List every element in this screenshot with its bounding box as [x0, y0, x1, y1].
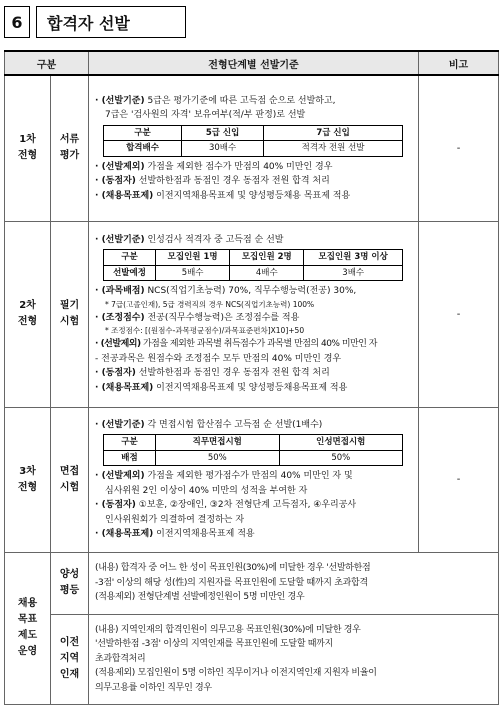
- stage4-gender-method-line2: 평등: [59, 585, 80, 596]
- stage1-row: [5, 75, 499, 221]
- stage2-th-2: 모집인원 2명: [230, 250, 304, 266]
- stage4-regional-content: [89, 614, 499, 704]
- stage3-td-1: 50%: [156, 450, 280, 466]
- section-title: [4, 6, 186, 38]
- stage3-exclusion-cont: 심사위원 2인 이상이 40% 미만의 성적을 부여한 자: [105, 485, 308, 496]
- stage3-basis-text: 각 면접시험 합산점수 고득점 순 선발(1배수): [144, 419, 323, 430]
- stage1-tie: [95, 174, 412, 189]
- stage4-row-gender: [5, 552, 499, 614]
- header-note: 비고: [419, 51, 499, 75]
- stage2-row: [5, 221, 499, 407]
- stage3-exclusion-text: 가점을 제외한 평가점수가 만점의 40% 미만인 자 및: [144, 471, 353, 481]
- stage1-label-line1: 1차: [19, 134, 36, 146]
- stage2-inner-table: [103, 249, 403, 281]
- stage2-td-2: 4배수: [230, 265, 304, 281]
- stage4-gender-content: [89, 552, 499, 614]
- stage1-inner-table: [103, 125, 403, 157]
- stage2-label: [5, 221, 51, 407]
- stage2-td-3: 3배수: [304, 265, 403, 281]
- stage3-tie-cont: 인사위원회가 의결하여 결정하는 자: [105, 514, 245, 525]
- stage2-criteria: [89, 221, 419, 407]
- stage3-target: [95, 527, 412, 542]
- stage1-td-0: 합격배수: [104, 141, 182, 157]
- stage3-th-1: 직무면접시험: [156, 435, 280, 451]
- stage1-label: [5, 75, 51, 221]
- stage2-exclusion-text: 가점을 제외한 과목별 취득점수가 과목별 만점의 40% 미만인 자: [140, 339, 377, 350]
- stage1-method: [51, 75, 89, 221]
- stage2-td-1: 5배수: [156, 265, 230, 281]
- stage4-regional-line5: 의무고용률 이하인 직무인 경우: [95, 682, 212, 693]
- stage3-th-0: 구분: [104, 435, 156, 451]
- stage1-target-text: 이전지역채용목표제 및 양성평등채용 목표제 적용: [153, 190, 351, 201]
- stage2-label-line2: 전형: [17, 316, 38, 327]
- stage1-tie-label: · (동점자): [95, 176, 136, 186]
- stage2-method-line2: 시험: [59, 316, 80, 327]
- stage1-method-line1: 서류: [59, 134, 80, 146]
- stage4-row-regional: [5, 614, 499, 704]
- stage2-weights: [95, 284, 412, 299]
- header-criteria: 전형단계별 선발기준: [89, 51, 419, 75]
- stage3-basis-label: · (선발기준): [95, 419, 145, 430]
- stage3-exclusion-label: · (선발제외): [95, 471, 145, 481]
- stage3-tie-text: ①보훈, ②장애인, ③2차 전형단계 고득점자, ④우리공사: [135, 500, 357, 510]
- stage3-label: [5, 407, 51, 552]
- stage3-basis: [95, 418, 412, 433]
- stage4-regional-method-line1: 이전: [59, 637, 80, 648]
- stage3-row: [5, 407, 499, 552]
- stage4-regional-method: [51, 614, 89, 704]
- stage4-gender-line1: (내용) 합격자 중 어느 한 성이 목표인원(30%)에 미달한 경우 '선발하한점: [95, 563, 371, 574]
- stage4-regional-line4: (적용제외) 모집인원이 5명 이하인 직무이거나 이전지역인재 지원자 비율이: [95, 668, 377, 679]
- stage2-td-0: 선발예정: [104, 265, 156, 281]
- stage4-gender-line3: (적용제외) 전형단계별 선발예정인원이 5명 미만인 경우: [95, 592, 305, 603]
- stage2-exclusion-sub: - 전공과목은 원점수와 조정점수 모두 만점의 40% 미만인 경우: [95, 353, 342, 364]
- stage3-method-line1: 면접: [59, 465, 80, 477]
- stage2-method: [51, 221, 89, 407]
- stage2-adjusted: [95, 311, 412, 326]
- stage2-adjusted-text: 전공(직무수행능력)은 조정점수를 적용: [144, 312, 300, 323]
- stage1-target: [95, 189, 412, 204]
- stage4-label-line4: 운영: [17, 646, 38, 657]
- stage1-th-2: 7급 신입: [264, 125, 403, 141]
- stage3-method: [51, 407, 89, 552]
- stage2-label-line1: 2차: [19, 300, 36, 311]
- stage4-regional-line3: 초과합격처리: [95, 653, 146, 664]
- stage1-target-label: · (채용목표제): [95, 190, 154, 201]
- stage2-tie-label: · (동점자): [95, 368, 136, 379]
- stage4-gender-method: [51, 552, 89, 614]
- stage2-th-0: 구분: [104, 250, 156, 266]
- stage3-tie-label: · (동점자): [95, 500, 136, 510]
- stage3-method-line2: 시험: [59, 481, 80, 493]
- stage4-regional-method-line2: 지역: [59, 653, 80, 664]
- stage2-basis-text: 인성검사 적격자 중 고득점 순 선발: [144, 234, 284, 245]
- stage4-gender-line2: -3점' 이상의 해당 성(性)의 지원자를 목표인원에 도달할 때까지 초과합격: [95, 577, 368, 588]
- stage3-td-0: 배점: [104, 450, 156, 466]
- stage2-target-text: 이전지역채용목표제 및 양성평등채용목표제 적용: [153, 382, 348, 393]
- header-category: 구분: [5, 51, 89, 75]
- stage3-td-2: 50%: [279, 450, 403, 466]
- stage1-line-1: · (선발기준) 5급은 평가기준에 따른 고득점 순으로 선발하고,: [95, 95, 336, 106]
- stage1-method-line2: 평가: [59, 150, 80, 162]
- stage1-td-2: 적격자 전원 선발: [264, 141, 403, 157]
- stage3-th-2: 인성면접시험: [279, 435, 403, 451]
- stage2-exclusion: [95, 337, 412, 352]
- stage2-basis: [95, 233, 412, 248]
- stage3-note: -: [419, 407, 499, 552]
- stage4-regional-line2: '선발하한점 -3점' 이상의 지역인재를 목표인원에 도달할 때까지: [95, 639, 333, 650]
- stage3-label-line1: 3차: [19, 465, 36, 477]
- stage2-weights-note: * 7급(고졸인재), 5급 경력직의 경우 NCS(직업기초능력) 100%: [105, 299, 315, 309]
- stage2-note: -: [419, 221, 499, 407]
- stage1-exclusion: [95, 160, 412, 175]
- stage2-th-3: 모집인원 3명 이상: [304, 250, 403, 266]
- stage3-criteria: [89, 407, 419, 552]
- stage1-exclusion-text: 가점을 제외한 점수가 만점의 40% 미만인 경우: [144, 161, 333, 172]
- stage3-label-line2: 전형: [17, 481, 38, 493]
- stage2-basis-label: · (선발기준): [95, 234, 145, 245]
- stage2-method-line1: 필기: [59, 300, 80, 311]
- stage4-label-line3: 제도: [17, 630, 38, 641]
- header-row: [5, 51, 499, 75]
- stage2-exclusion-label: · (선발제외): [95, 339, 141, 350]
- section-heading: 합격자 선발: [36, 6, 186, 38]
- selection-table: [4, 50, 499, 705]
- stage1-exclusion-label: · (선발제외): [95, 161, 145, 172]
- stage4-label: [5, 552, 51, 704]
- stage2-th-1: 모집인원 1명: [156, 250, 230, 266]
- stage3-target-text: 이전지역채용목표제 적용: [153, 529, 255, 539]
- stage4-regional-line1: (내용) 지역인재의 합격인원이 의무고용 목표인원(30%)에 미달한 경우: [95, 624, 361, 635]
- stage4-label-line2: 목표: [17, 614, 38, 625]
- stage1-tie-text: 선발하한점과 동점인 경우 동점자 전원 합격 처리: [135, 176, 330, 186]
- stage2-target-label: · (채용목표제): [95, 382, 154, 393]
- stage4-label-line1: 채용: [17, 598, 38, 609]
- stage4-gender-method-line1: 양성: [59, 569, 80, 580]
- stage1-line-2: 7급은 '검사원의 자격' 보유여부(적/부 판정)로 선발: [105, 110, 306, 120]
- stage3-exclusion: [95, 469, 412, 484]
- stage1-criteria: [89, 75, 419, 221]
- stage4-regional-method-line3: 인재: [59, 669, 80, 680]
- stage3-target-label: · (채용목표제): [95, 529, 154, 539]
- stage3-inner-table: [103, 434, 403, 466]
- stage2-tie: [95, 366, 412, 381]
- stage2-weights-text: NCS(직업기초능력) 70%, 직무수행능력(전공) 30%,: [144, 286, 357, 297]
- section-number: 6: [4, 6, 30, 38]
- stage2-weights-label: · (과목배점): [95, 286, 145, 297]
- stage2-adjusted-note: * 조정점수: [(원점수-과목평균점수)/과목표준편차]X10]+50: [105, 326, 305, 336]
- stage2-target: [95, 381, 412, 396]
- stage1-note: -: [419, 75, 499, 221]
- stage1-th-0: 구분: [104, 125, 182, 141]
- stage1-th-1: 5급 신입: [182, 125, 264, 141]
- stage2-adjusted-label: · (조정점수): [95, 312, 145, 323]
- stage1-label-line2: 전형: [17, 150, 38, 162]
- stage1-td-1: 30배수: [182, 141, 264, 157]
- stage3-tie: [95, 498, 412, 513]
- stage2-tie-text: 선발하한점과 동점인 경우 동점자 전원 합격 처리: [135, 368, 330, 379]
